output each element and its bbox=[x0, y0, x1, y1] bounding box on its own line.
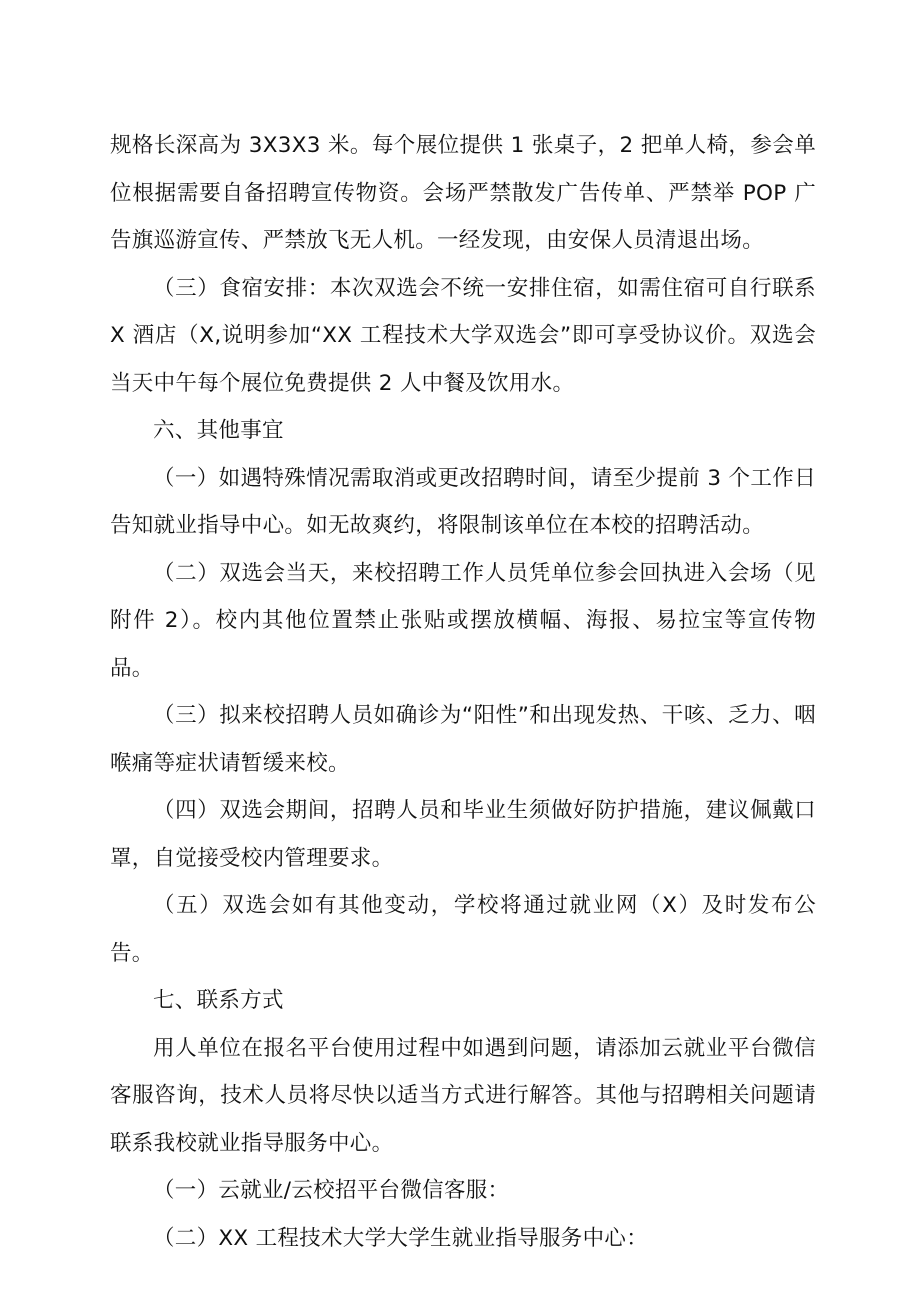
paragraph-contact-1: （一）云就业/云校招平台微信客服： bbox=[153, 1178, 510, 1203]
paragraph-other-4: （四）双选会期间，招聘人员和毕业生须做好防护措施，建议佩戴口罩，自觉接受校内管理要求。 bbox=[110, 798, 816, 871]
section-heading-other-matters: 六、其他事宜 bbox=[153, 418, 284, 443]
paragraph-accommodation: （三）食宿安排：本次双选会不统一安排住宿，如需住宿可自行联系 X 酒店（X,说明参加“XX 工程技术大学双选会”即可享受协议价。双选会当天中午每个展位免费提供 2 人中餐及饮用水。 bbox=[110, 275, 816, 396]
paragraph-other-2: （二）双选会当天，来校招聘工作人员凭单位参会回执进入会场（见附件 2）。校内其他位置禁止张贴或摆放横幅、海报、易拉宝等宣传物品。 bbox=[110, 560, 816, 681]
paragraph-other-5: （五）双选会如有其他变动，学校将通过就业网（X）及时发布公告。 bbox=[110, 893, 816, 966]
paragraph-other-1: （一）如遇特殊情况需取消或更改招聘时间，请至少提前 3 个工作日告知就业指导中心。如无故爽约，将限制该单位在本校的招聘活动。 bbox=[110, 465, 816, 538]
paragraph-contact-intro: 用人单位在报名平台使用过程中如遇到问题，请添加云就业平台微信客服咨询，技术人员将尽快以适当方式进行解答。其他与招聘相关问题请联系我校就业指导服务中心。 bbox=[110, 1035, 816, 1156]
paragraph-other-3: （三）拟来校招聘人员如确诊为“阳性”和出现发热、干咳、乏力、咽喉痛等症状请暂缓来校。 bbox=[110, 703, 816, 776]
paragraph-contact-2: （二）XX 工程技术大学大学生就业指导服务中心： bbox=[153, 1225, 648, 1251]
paragraph-booth-spec: 规格长深高为 3X3X3 米。每个展位提供 1 张桌子，2 把单人椅，参会单位根据需要自备招聘宣传物资。会场严禁散发广告传单、严禁举 POP 广告旗巡游宣传、严禁放飞无人机。一经发现，由安保人员清退出场。 bbox=[110, 133, 816, 253]
document-body bbox=[110, 122, 816, 1262]
section-heading-contact: 七、联系方式 bbox=[153, 988, 284, 1013]
